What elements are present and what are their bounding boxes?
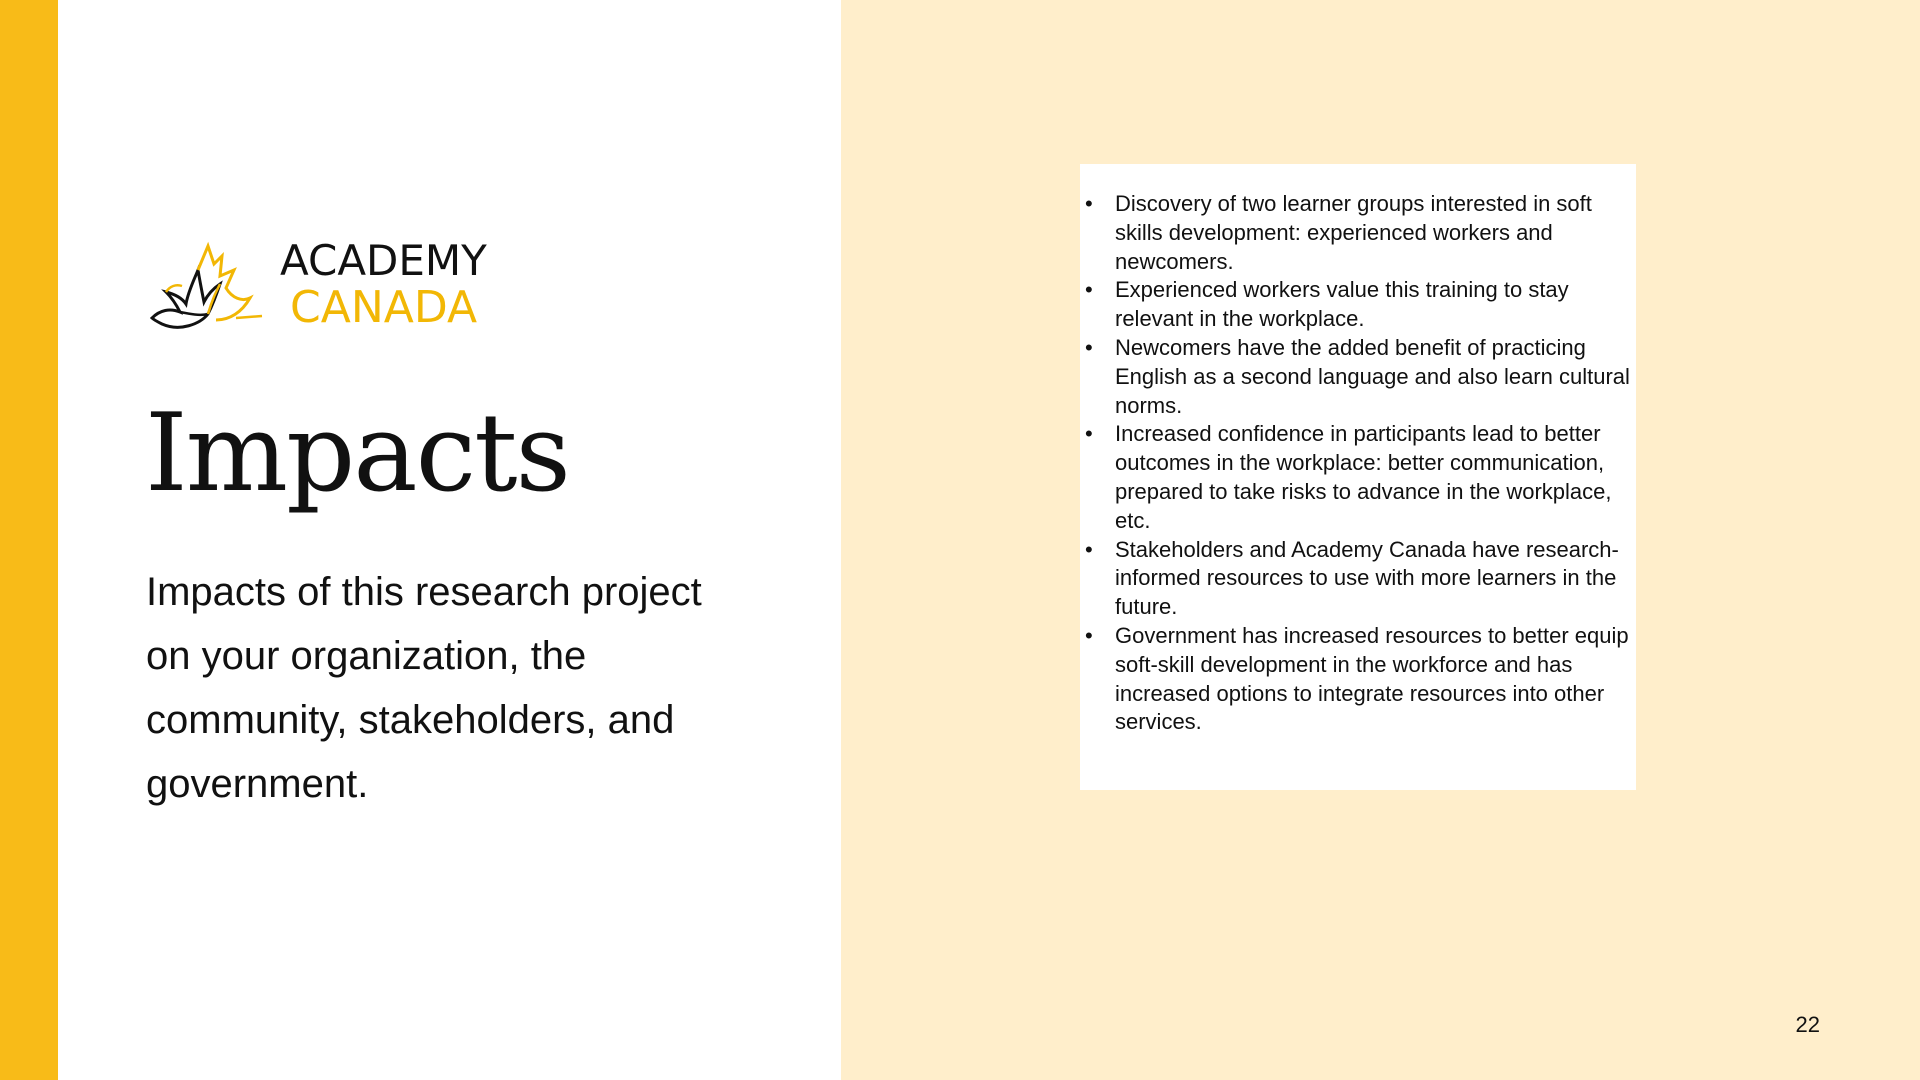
bullet-text: Government has increased resources to better equip soft-skill development in the workforce and has increased options to integrate resources into other services. — [1115, 622, 1629, 735]
bullet-list — [1080, 190, 1636, 737]
bullet-text: Experienced workers value this training to stay relevant in the workplace. — [1115, 277, 1569, 332]
bullet-dot-icon: • — [1085, 191, 1093, 216]
bullet-dot-icon: • — [1085, 622, 1093, 648]
bullet-item — [1080, 622, 1636, 737]
accent-bar — [0, 0, 58, 1080]
bullet-dot-icon: • — [1085, 334, 1093, 360]
bullet-item — [1080, 276, 1636, 334]
bullet-text: Stakeholders and Academy Canada have research-informed resources to use with more learners in the future. — [1115, 536, 1619, 620]
bullet-text: Discovery of two learner groups interested in soft skills development: experienced workers and newcomers. — [1115, 191, 1592, 274]
slide-title: Impacts — [145, 391, 569, 516]
logo-line-academy: ACADEMY — [280, 236, 487, 285]
bullet-item — [1080, 334, 1636, 420]
slide-subtitle: Impacts of this research project on your organization, the community, stakeholders, and government. — [146, 570, 702, 806]
bullet-item — [1080, 536, 1636, 622]
logo-line-canada: CANADA — [290, 282, 478, 333]
bullet-item — [1080, 420, 1636, 535]
bullet-dot-icon: • — [1085, 536, 1093, 562]
bullet-card — [1080, 164, 1636, 790]
bullet-text: Increased confidence in participants lead to better outcomes in the workplace: better communication, prepared to take risks to advance in the workplace, etc. — [1115, 421, 1612, 533]
maple-leaf-icon — [150, 240, 275, 335]
bullet-dot-icon: • — [1085, 277, 1093, 303]
bullet-dot-icon: • — [1085, 421, 1093, 447]
page-number: 22 — [1795, 1012, 1820, 1037]
academy-canada-logo — [150, 230, 530, 340]
bullet-item — [1080, 190, 1636, 276]
bullet-text: Newcomers have the added benefit of practicing English as a second language and also learn cultural norms. — [1115, 334, 1630, 418]
